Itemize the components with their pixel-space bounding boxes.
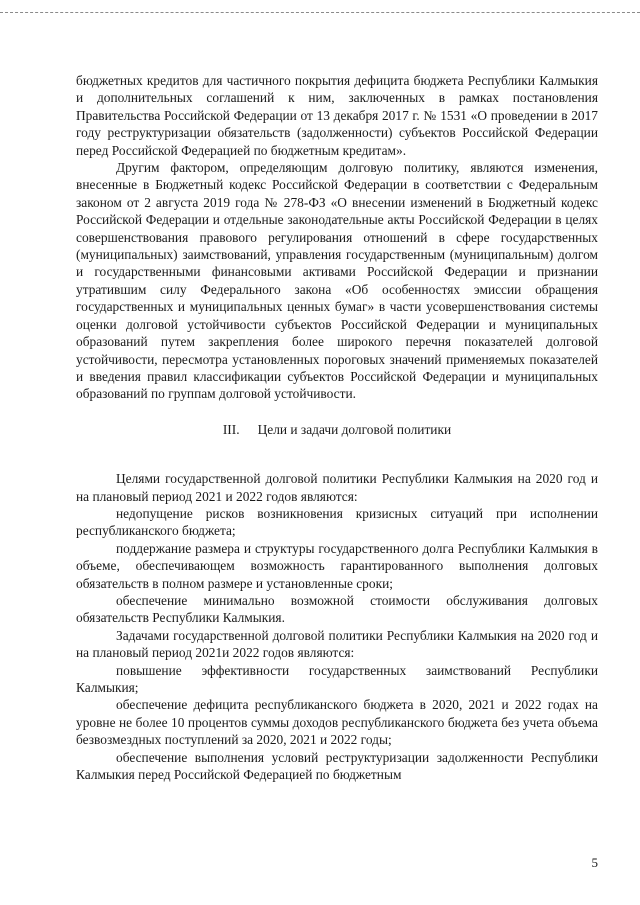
paragraph: Задачами государственной долговой политики Республики Калмыкия на 2020 год и на плановый период 2021и 2022 годов являются: <box>76 627 598 661</box>
paragraph: обеспечение дефицита республиканского бюджета в 2020, 2021 и 2022 годах на уровне не более 10 процентов суммы доходов республиканского бюджета без учета объема безвозмездных поступлений за 2020, 2021 и 2022 годы; <box>76 697 598 748</box>
paragraph: бюджетных кредитов для частичного покрытия дефицита бюджета Республики Калмыкия и дополнительных соглашений к ним, заключенных в рамках постановления Правительства Российской Федерации от 13 декабря 2017 г. № 1531 «О проведении в 2017 году реструктуризации обязательств (задолженности) субъектов Российской Федерации перед Российской Федерацией по бюджетным кредитам». <box>76 73 598 158</box>
paragraph: недопущение рисков возникновения кризисных ситуаций при исполнении республиканского бюджета; <box>76 505 598 539</box>
top-rule <box>0 12 640 13</box>
paragraph: обеспечение минимально возможной стоимости обслуживания долговых обязательств Республики Калмыкия. <box>76 592 598 626</box>
section-heading <box>76 403 598 470</box>
page-number: 5 <box>591 855 598 870</box>
paragraph: поддержание размера и структуры государственного долга Республики Калмыкия в объеме, обеспечивающем возможность гарантированного выполнения долговых обязательств в полном размере и установленные сроки; <box>76 540 598 591</box>
paragraph: Другим фактором, определяющим долговую политику, являются изменения, внесенные в Бюджетный кодекс Российской Федерации в соответствии с Федеральным законом от 2 августа 2019 года № 278-ФЗ «О внесении изменений в Бюджетный кодекс Российской Федерации и отдельные законодательные акты Российской Федерации в целях совершенствования правового регулирования отношений в сфере государственных (муниципальных) заимствований, управления государственным (муниципальным) долгом и государственными финансовыми активами Российской Федерации и признании утратившим силу Федерального закона «Об особенностях эмиссии обращения государственных и муниципальных ценных бумаг» в части усовершенствования системы оценки долговой устойчивости субъектов Российской Федерации и муниципальных образований путем закрепления более широкого перечня показателей долговой устойчивости, пересмотра установленных пороговых значений применяемых показателей и введения правил классификации субъектов Российской Федерации и муниципальных образований по группам долговой устойчивости. <box>76 160 598 402</box>
section-number: III. <box>222 421 240 437</box>
paragraph: обеспечение выполнения условий реструктуризации задолженности Республики Калмыкия перед Российской Федерацией по бюджетным <box>76 749 598 783</box>
paragraph: повышение эффективности государственных заимствований Республики Калмыкия; <box>76 662 598 695</box>
paragraph: Целями государственной долговой политики Республики Калмыкия на 2020 год и на плановый период 2021 и 2022 годов являются: <box>76 471 598 504</box>
section-title: Цели и задачи долговой политики <box>257 421 452 437</box>
document-page <box>76 72 598 783</box>
